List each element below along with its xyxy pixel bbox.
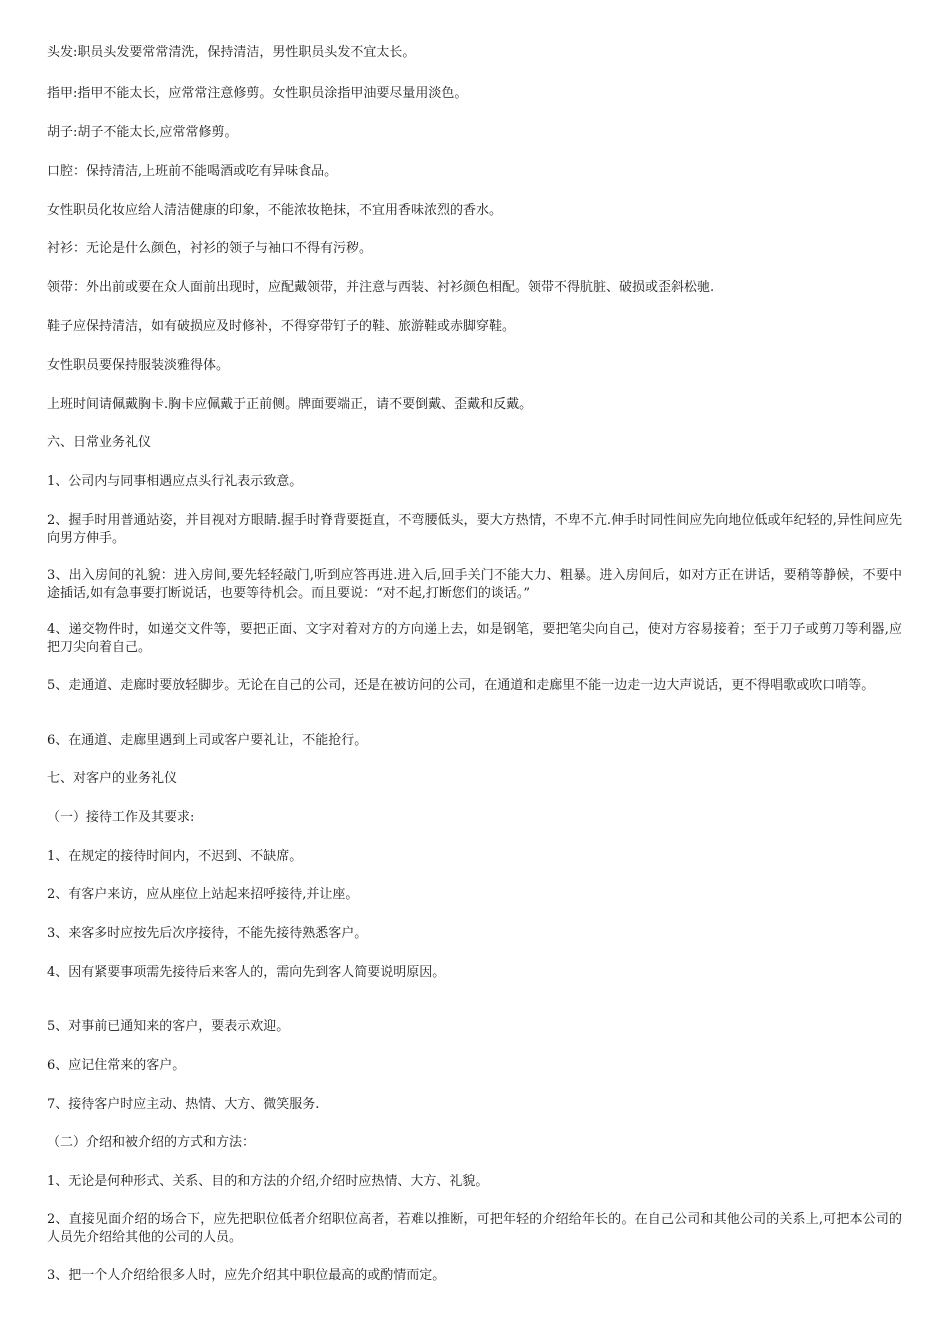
paragraph-female-dress: 女性职员要保持服装淡雅得体。 [47, 358, 230, 373]
paragraph-reception-2: 2、有客户来访，应从座位上站起来招呼接待,并让座。 [47, 887, 359, 902]
paragraph-reception-1: 1、在规定的接待时间内，不迟到、不缺席。 [47, 849, 303, 864]
paragraph-reception-6: 6、应记住常来的客户。 [47, 1058, 186, 1073]
paragraph-tie: 领带：外出前或要在众人面前出现时，应配戴领带，并注意与西装、衬衫颜色相配。领带不得肮脏、破损或歪斜松驰. [47, 280, 715, 295]
subsection-heading-introduction: （二）介绍和被介绍的方式和方法： [47, 1135, 256, 1150]
paragraph-introduction-2: 2、直接见面介绍的场合下，应先把职位低者介绍职位高者，若难以推断，可把年轻的介绍给年长的。在自己公司和其他公司的关系上,可把本公司的人员先介绍给其他的公司的人员。 [47, 1212, 902, 1245]
paragraph-badge: 上班时间请佩戴胸卡.胸卡应佩戴于正前侧。牌面要端正，请不要倒戴、歪戴和反戴。 [47, 397, 533, 412]
paragraph-daily-2: 2、握手时用普通站姿，并目视对方眼睛.握手时脊背要挺直，不弯腰低头，要大方热情，不卑不亢.伸手时同性间应先向地位低或年纪轻的,异性间应先向男方伸手。 [47, 513, 902, 546]
paragraph-reception-3: 3、来客多时应按先后次序接待，不能先接待熟悉客户。 [47, 926, 368, 941]
paragraph-daily-1: 1、公司内与同事相遇应点头行礼表示致意。 [47, 474, 303, 489]
paragraph-beard: 胡子:胡子不能太长,应常常修剪。 [47, 125, 238, 140]
paragraph-introduction-1: 1、无论是何种形式、关系、目的和方法的介绍,介绍时应热情、大方、礼貌。 [47, 1174, 489, 1189]
paragraph-daily-6: 6、在通道、走廊里遇到上司或客户要礼让，不能抢行。 [47, 733, 368, 748]
section-heading-daily: 六、日常业务礼仪 [47, 435, 152, 450]
paragraph-shirt: 衬衫：无论是什么颜色，衬衫的领子与袖口不得有污秽。 [47, 241, 373, 256]
paragraph-reception-5: 5、对事前已通知来的客户，要表示欢迎。 [47, 1019, 290, 1034]
paragraph-hair: 头发:职员头发要常常清洗，保持清洁，男性职员头发不宜太长。 [47, 45, 416, 60]
section-heading-client: 七、对客户的业务礼仪 [47, 771, 178, 786]
paragraph-daily-5: 5、走通道、走廊时要放轻脚步。无论在自己的公司，还是在被访问的公司，在通道和走廊里不能一边走一边大声说话，更不得唱歌或吹口哨等。 [47, 678, 875, 693]
paragraph-makeup: 女性职员化妆应给人清洁健康的印象，不能浓妆艳抹，不宜用香味浓烈的香水。 [47, 203, 503, 218]
paragraph-daily-4: 4、递交物件时，如递交文件等，要把正面、文字对着对方的方向递上去，如是钢笔，要把笔尖向自己，使对方容易接着；至于刀子或剪刀等利器,应把刀尖向着自己。 [47, 622, 902, 655]
paragraph-reception-7: 7、接待客户时应主动、热情、大方、微笑服务. [47, 1097, 320, 1112]
paragraph-shoes: 鞋子应保持清洁，如有破损应及时修补，不得穿带钉子的鞋、旅游鞋或赤脚穿鞋。 [47, 319, 516, 334]
paragraph-reception-4: 4、因有紧要事项需先接待后来客人的，需向先到客人简要说明原因。 [47, 965, 446, 980]
paragraph-nails: 指甲:指甲不能太长，应常常注意修剪。女性职员涂指甲油要尽量用淡色。 [47, 86, 468, 101]
paragraph-introduction-3: 3、把一个人介绍给很多人时，应先介绍其中职位最高的或酌情而定。 [47, 1268, 446, 1283]
paragraph-mouth: 口腔：保持清洁,上班前不能喝酒或吃有异味食品。 [47, 164, 338, 179]
subsection-heading-reception: （一）接待工作及其要求: [47, 810, 195, 825]
paragraph-daily-3: 3、出入房间的礼貌：进入房间,要先轻轻敲门,听到应答再进.进入后,回手关门不能大力、粗暴。进入房间后，如对方正在讲话，要稍等静候，不要中途插话,如有急事要打断说话，也要等待机会。而且要说：“对不起,打断您们的谈话。” [47, 568, 902, 601]
